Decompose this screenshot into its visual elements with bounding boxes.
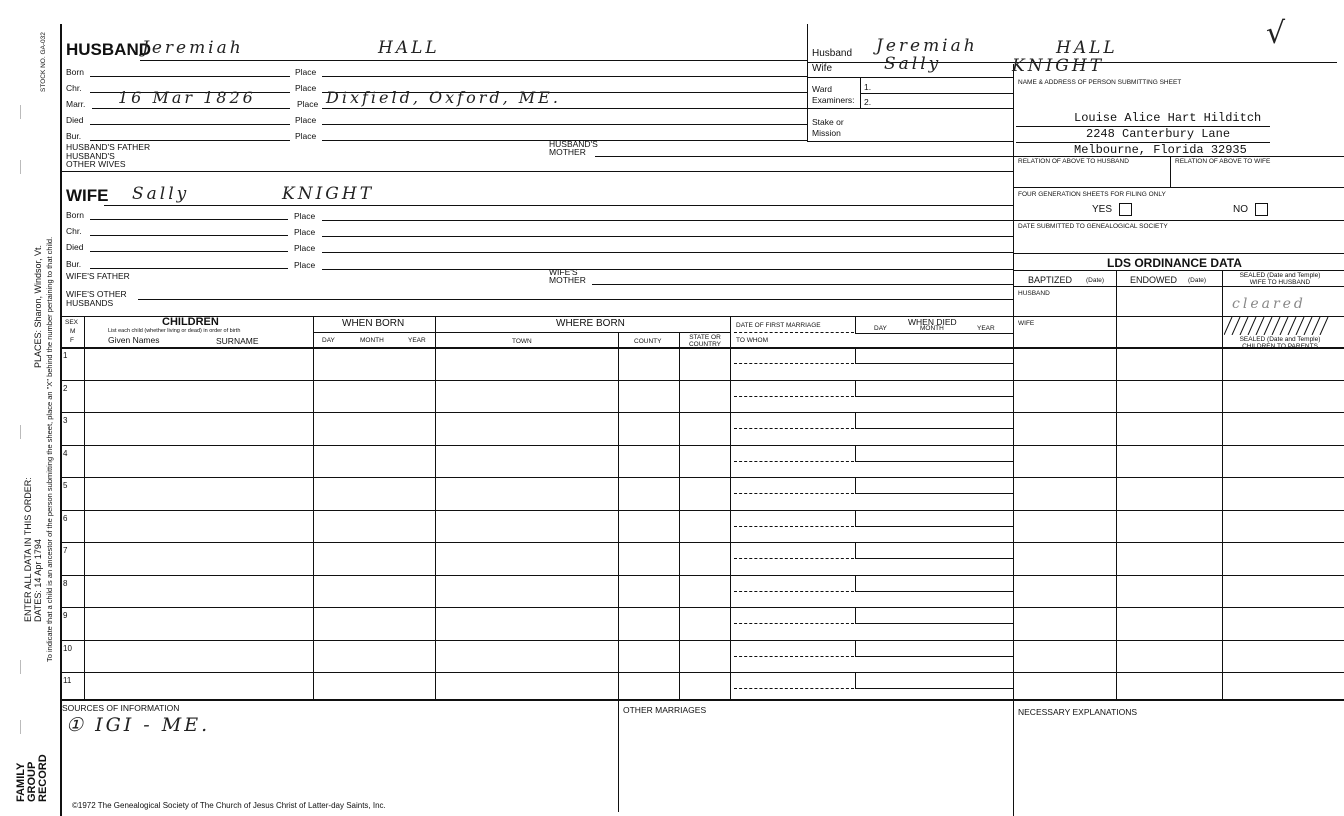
child-row-separator bbox=[62, 575, 1344, 576]
death-date-line bbox=[855, 591, 1013, 592]
marriage-date-line bbox=[734, 526, 854, 527]
submitter-name: Louise Alice Hart Hilditch bbox=[1074, 111, 1262, 125]
death-date-line bbox=[855, 461, 1013, 462]
child-row-number: 5 bbox=[63, 481, 68, 490]
no-checkbox[interactable] bbox=[1255, 203, 1268, 216]
died-year-header: YEAR bbox=[977, 325, 995, 332]
right-wife-label: Wife bbox=[812, 63, 832, 74]
right-wife-surname: KNIGHT bbox=[1012, 56, 1105, 76]
submitter-city: Melbourne, Florida 32935 bbox=[1074, 143, 1247, 157]
marriage-date-line bbox=[734, 493, 854, 494]
husband-heading: HUSBAND bbox=[66, 40, 151, 59]
sex-f-label: F bbox=[70, 337, 74, 344]
lds-husband-label: HUSBAND bbox=[1018, 290, 1050, 297]
wife-chr-label: Chr. bbox=[66, 226, 82, 236]
ward-examiners-label: Ward Examiners: bbox=[812, 84, 855, 105]
child-row-number: 10 bbox=[63, 643, 72, 653]
death-date-line bbox=[855, 656, 1013, 657]
hatched-area bbox=[1224, 317, 1330, 335]
cleared-note: cleared bbox=[1232, 296, 1306, 312]
wife-died-place-label: Place bbox=[294, 243, 316, 253]
husband-marr-label: Marr. bbox=[66, 99, 86, 109]
husband-surname: HALL bbox=[378, 38, 440, 58]
husband-chr-label: Chr. bbox=[66, 83, 82, 93]
sex-label: SEX bbox=[65, 319, 79, 326]
husband-bur-label: Bur. bbox=[66, 131, 82, 141]
lds-title: LDS ORDINANCE DATA bbox=[1107, 256, 1242, 270]
death-date-line bbox=[855, 623, 1013, 624]
husbands-other-wives-label: HUSBAND'S OTHER WIVES bbox=[66, 151, 126, 169]
wife-bur-label: Bur. bbox=[66, 259, 82, 269]
wife-given-name: Sally bbox=[132, 184, 190, 204]
husband-chr-place-label: Place bbox=[295, 83, 317, 93]
death-date-line bbox=[855, 428, 1013, 429]
baptized-date-label: (Date) bbox=[1086, 277, 1105, 284]
copyright: ©1972 The Genealogical Society of The Church of Jesus Christ of Latter-day Saints, Inc. bbox=[72, 801, 386, 810]
children-heading: CHILDREN bbox=[162, 316, 219, 328]
child-row-number: 2 bbox=[63, 383, 68, 393]
right-wife-name: Sally bbox=[884, 54, 942, 74]
stock-number: STOCK NO. GA-032 bbox=[40, 32, 47, 92]
when-born-header: WHEN BORN bbox=[342, 318, 405, 329]
necessary-explanations-label: NECESSARY EXPLANATIONS bbox=[1018, 707, 1138, 717]
right-husband-label: Husband bbox=[812, 48, 853, 59]
sources-label: SOURCES OF INFORMATION bbox=[62, 703, 180, 713]
other-marriages-label: OTHER MARRIAGES bbox=[623, 705, 707, 715]
given-names-header: Given Names bbox=[108, 335, 160, 345]
dates-note: DATES: 14 Apr 1794 bbox=[33, 539, 43, 622]
husbands-father-label: HUSBAND'S FATHER bbox=[66, 142, 151, 152]
marriage-date-line bbox=[734, 461, 854, 462]
when-died-header: WHEN DIED bbox=[908, 317, 957, 327]
yes-checkbox[interactable] bbox=[1119, 203, 1132, 216]
death-date-line bbox=[855, 396, 1013, 397]
sealed-children-label: SEALED (Date and Temple) CHILDREN TO PARENTS bbox=[1239, 336, 1321, 350]
child-row-separator bbox=[62, 412, 1344, 413]
wifes-other-husbands-label: WIFE'S OTHER HUSBANDS bbox=[66, 289, 127, 308]
town-header: TOWN bbox=[512, 338, 532, 345]
no-label: NO bbox=[1233, 204, 1248, 215]
stake-mission-label: Stake or Mission bbox=[812, 117, 844, 138]
wife-heading: WIFE bbox=[66, 186, 109, 205]
marriage-date-line bbox=[734, 363, 854, 364]
death-date-divider bbox=[855, 511, 856, 527]
child-row-separator bbox=[62, 510, 1344, 511]
death-date-divider bbox=[855, 608, 856, 624]
husband-marr-place: Dixfield, Oxford, ME. bbox=[326, 88, 561, 107]
child-row-number: 4 bbox=[63, 448, 68, 458]
wifes-father-label: WIFE'S FATHER bbox=[66, 271, 130, 281]
right-husband-name: Jeremiah bbox=[876, 36, 978, 56]
county-header: COUNTY bbox=[634, 338, 662, 345]
death-date-divider bbox=[855, 413, 856, 429]
husband-died-label: Died bbox=[66, 115, 84, 125]
date-submitted-label: DATE SUBMITTED TO GENEALOGICAL SOCIETY bbox=[1018, 223, 1168, 230]
marriage-date-line bbox=[734, 623, 854, 624]
husband-born-label: Born bbox=[66, 67, 84, 77]
death-date-divider bbox=[855, 576, 856, 592]
where-born-header: WHERE BORN bbox=[556, 318, 625, 329]
child-row-number: 7 bbox=[63, 546, 68, 555]
death-date-divider bbox=[855, 348, 856, 364]
died-month-header: MONTH bbox=[920, 325, 944, 332]
death-date-line bbox=[855, 526, 1013, 527]
examiner-2: 2. bbox=[864, 97, 872, 107]
yes-label: YES bbox=[1092, 204, 1113, 215]
husband-marr-place-label: Place bbox=[297, 99, 319, 109]
surname-header: SURNAME bbox=[216, 336, 259, 346]
submitter-street: 2248 Canterbury Lane bbox=[1086, 127, 1231, 141]
child-row-separator bbox=[62, 477, 1344, 478]
list-note: List each child (whether living or dead) in order of birth bbox=[108, 328, 241, 334]
to-whom-header: TO WHOM bbox=[736, 337, 769, 344]
month-header: MONTH bbox=[360, 337, 384, 344]
husband-born-place-label: Place bbox=[295, 67, 317, 77]
death-date-divider bbox=[855, 381, 856, 397]
sex-m-label: M bbox=[70, 328, 76, 335]
husband-died-place-label: Place bbox=[295, 115, 317, 125]
child-row-separator bbox=[62, 445, 1344, 446]
husband-bur-place-label: Place bbox=[295, 131, 317, 141]
child-row-separator bbox=[62, 672, 1344, 673]
child-row-separator bbox=[62, 607, 1344, 608]
marriage-date-line bbox=[734, 656, 854, 657]
child-row-number: 8 bbox=[63, 578, 68, 588]
died-day-header: DAY bbox=[874, 325, 887, 332]
wife-bur-place-label: Place bbox=[294, 260, 316, 270]
husband-marr-date: 16 Mar 1826 bbox=[118, 88, 256, 107]
lds-wife-label: WIFE bbox=[1018, 320, 1035, 327]
enter-order-note: ENTER ALL DATA IN THIS ORDER: bbox=[23, 477, 33, 622]
sources-entry: ① IGI - ME. bbox=[66, 714, 211, 736]
marriage-date-line bbox=[734, 396, 854, 397]
sealed-husband-label: SEALED (Date and Temple) WIFE TO HUSBAND bbox=[1239, 272, 1321, 286]
child-row-separator bbox=[62, 542, 1344, 543]
death-date-line bbox=[855, 688, 1013, 689]
examiner-1: 1. bbox=[864, 82, 872, 92]
day-header: DAY bbox=[322, 337, 335, 344]
marriage-date-line bbox=[734, 688, 854, 689]
year-header: YEAR bbox=[408, 337, 426, 344]
wife-surname: KNIGHT bbox=[282, 184, 375, 204]
indicate-note: To indicate that a child is an ancestor of the person submitting the sheet, place an "X" behind the number pertaining to that child. bbox=[45, 236, 54, 662]
right-husband-surname: HALL bbox=[1056, 38, 1118, 58]
husband-given-name: Jeremiah bbox=[142, 38, 244, 58]
death-date-divider bbox=[855, 641, 856, 657]
death-date-divider bbox=[855, 446, 856, 462]
first-marriage-header: DATE OF FIRST MARRIAGE bbox=[736, 322, 821, 329]
check-mark: √ bbox=[1266, 16, 1289, 51]
endowed-label: ENDOWED bbox=[1130, 275, 1177, 285]
marriage-date-line bbox=[734, 558, 854, 559]
child-row-separator bbox=[62, 640, 1344, 641]
death-date-divider bbox=[855, 673, 856, 689]
marriage-date-line bbox=[734, 591, 854, 592]
four-gen-label: FOUR GENERATION SHEETS FOR FILING ONLY bbox=[1018, 191, 1166, 198]
death-date-divider bbox=[855, 543, 856, 559]
places-note: PLACES: Sharon, Windsor, Vt. bbox=[33, 244, 43, 368]
death-date-line bbox=[855, 493, 1013, 494]
submitter-label: NAME & ADDRESS OF PERSON SUBMITTING SHEET bbox=[1018, 79, 1182, 86]
death-date-line bbox=[855, 363, 1013, 364]
death-date-divider bbox=[855, 478, 856, 494]
child-row-number: 6 bbox=[63, 513, 68, 523]
death-date-line bbox=[855, 558, 1013, 559]
form-title: FAMILY GROUP RECORD bbox=[15, 754, 49, 802]
child-row-separator bbox=[62, 380, 1344, 381]
state-header: STATE OR COUNTRY bbox=[688, 334, 722, 348]
wife-died-label: Died bbox=[66, 242, 84, 252]
relation-husband-label: RELATION OF ABOVE TO HUSBAND bbox=[1018, 158, 1129, 165]
wife-born-place-label: Place bbox=[294, 211, 316, 221]
wife-born-label: Born bbox=[66, 210, 84, 220]
marriage-date-line bbox=[734, 428, 854, 429]
wifes-mother-label: WIFE'S MOTHER bbox=[549, 267, 586, 285]
child-row-number: 11 bbox=[63, 676, 72, 685]
relation-wife-label: RELATION OF ABOVE TO WIFE bbox=[1175, 158, 1271, 165]
wife-chr-place-label: Place bbox=[294, 227, 316, 237]
child-row-number: 3 bbox=[63, 416, 68, 425]
child-row-number: 9 bbox=[63, 611, 68, 620]
baptized-label: BAPTIZED bbox=[1028, 275, 1073, 285]
endowed-date-label: (Date) bbox=[1188, 277, 1207, 284]
husbands-mother-label: HUSBAND'S MOTHER bbox=[549, 139, 598, 157]
child-row-number: 1 bbox=[63, 351, 68, 360]
